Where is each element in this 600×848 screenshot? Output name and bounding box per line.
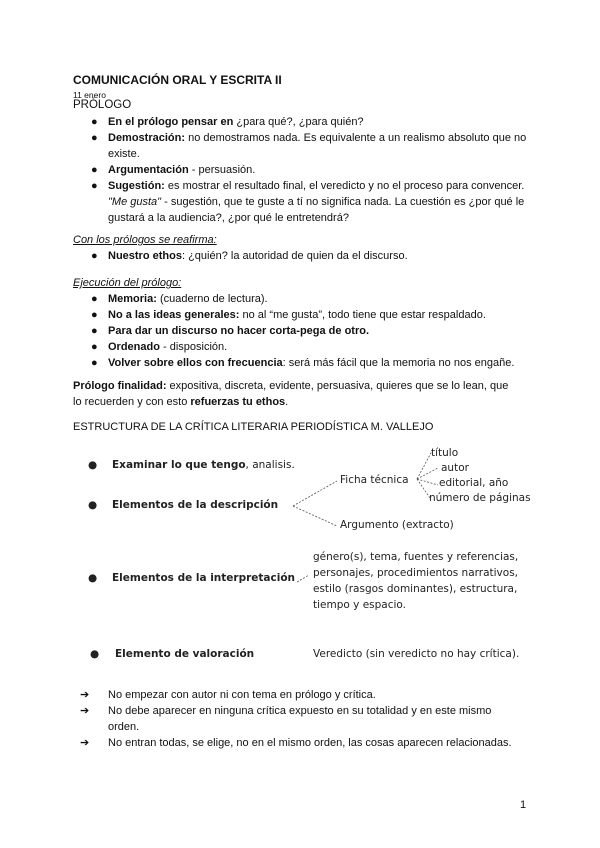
bullet-icon: ●: [88, 499, 98, 511]
item-text: - persuasión.: [188, 164, 256, 176]
list-item: ● No a las ideas generales: no al “me gusta”, todo tiene que estar respaldado.: [91, 309, 486, 321]
bullet-icon: ●: [90, 648, 100, 660]
interpretacion-line: estilo (rasgos dominantes), estructura,: [313, 583, 518, 595]
subheading-ejecucion: Ejecución del prólogo:: [73, 277, 182, 289]
list-item: ● Demostración: no demostramos nada. Es equivalente a un realismo absoluto que no existe.: [91, 132, 527, 160]
section-heading-estructura: ESTRUCTURA DE LA CRÍTICA LITERARIA PERIODÍSTICA M. VALLEJO: [73, 421, 434, 433]
page-number: 1: [520, 799, 527, 811]
ficha-item: editorial, año: [439, 477, 509, 489]
diagram-veredicto: Veredicto (sin veredicto no hay crítica).: [313, 648, 520, 660]
diagram-descripcion: Elementos de la descripción: [112, 499, 279, 511]
list-item: ● Ordenado - disposición.: [91, 341, 228, 353]
document-title: COMUNICACIÓN ORAL Y ESCRITA II: [73, 73, 282, 87]
item-italic: "Me gusta": [108, 196, 162, 208]
item-label: En el prólogo pensar en: [108, 116, 234, 128]
diagram-valoracion: Elemento de valoración: [115, 648, 255, 660]
list-item: ● Argumentación - persuasión.: [91, 164, 256, 176]
ficha-item: título: [431, 447, 459, 459]
note-text: No empezar con autor ni con tema en prólogo y crítica.: [108, 689, 376, 701]
date: 11 enero: [73, 90, 106, 100]
list-item: ● En el prólogo pensar en ¿para qué?, ¿para quién?: [91, 116, 364, 128]
section-heading-prologo: PRÓLOGO: [73, 99, 132, 111]
list-item: ● Para dar un discurso no hacer corta-pega de otro.: [91, 325, 370, 337]
finalidad-emphasis: refuerzas tu ethos: [190, 396, 286, 408]
note-item: [80, 703, 500, 735]
item-label: Volver sobre ellos con frecuencia: [108, 357, 283, 369]
diagram-argumento: Argumento (extracto): [340, 519, 454, 531]
list-item: ● Nuestro ethos: ¿quién? la autoridad de quien da el discurso.: [91, 250, 408, 262]
list-item: ● Memoria: (cuaderno de lectura).: [91, 293, 268, 305]
item-text: no demostramos nada. Es equivalente a un realismo absoluto que no existe.: [108, 132, 527, 160]
item-text: - sugestión, que te guste a tí no significa nada. La cuestión es ¿por qué le gustará a la audiencia?, ¿por qué le entretendrá?: [108, 196, 525, 224]
bullet-icon: ●: [88, 572, 98, 584]
item-text: (cuaderno de lectura).: [156, 293, 268, 305]
item-label: Sugestión:: [108, 180, 165, 192]
subheading-reafirma: Con los prólogos se reafirma:: [73, 234, 217, 246]
examinar-text: , analisis.: [245, 459, 295, 471]
bullet-icon: ●: [88, 459, 98, 471]
diagram-interpretacion: Elementos de la interpretación: [112, 572, 296, 584]
finalidad-end: .: [285, 396, 289, 408]
finalidad-text: expositiva, discreta, evidente, persuasiva, quieres que se lo lean, que lo recuerden y con esto: [73, 380, 509, 408]
interpretacion-line: género(s), tema, fuentes y referencias,: [313, 551, 519, 563]
arrow-icon: ➔: [80, 689, 90, 701]
item-text: : ¿quién? la autoridad de quien da el discurso.: [181, 250, 408, 262]
note-text: No debe aparecer en ninguna crítica expuesto en su totalidad y en este mismo orden.: [108, 705, 492, 733]
list-item: ● Sugestión: es mostrar el resultado final, el veredicto y no el proceso para convencer. "Me gusta" - sugestión, que te guste a tí no significa nada. La cuestión es ¿por qué le gustará a la audiencia?, ¿por qué le entretendrá?: [91, 180, 525, 224]
item-text: - disposición.: [159, 341, 228, 353]
interpretacion-line: tiempo y espacio.: [313, 599, 406, 611]
diagram-examinar: [112, 457, 295, 473]
item-label: No a las ideas generales:: [108, 309, 240, 321]
item-label: Memoria:: [108, 293, 157, 305]
item-label: Ordenado: [108, 341, 160, 353]
diagram-ficha-tecnica: Ficha técnica: [340, 474, 409, 486]
ficha-item: número de páginas: [429, 492, 531, 504]
item-text: : será más fácil que la memoria no nos engañe.: [282, 357, 515, 369]
note-text: No entran todas, se elige, no en el mismo orden, las cosas aparecen relacionadas.: [108, 737, 512, 749]
arrow-icon: ➔: [80, 737, 90, 749]
examinar-label: Examinar lo que tengo: [112, 459, 246, 471]
finalidad-label: Prólogo finalidad:: [73, 380, 167, 392]
ficha-item: autor: [441, 462, 469, 474]
item-label: Demostración:: [108, 132, 186, 144]
item-label: Nuestro ethos: [108, 250, 182, 262]
interpretacion-line: personajes, procedimientos narrativos,: [313, 567, 519, 579]
arrow-icon: ➔: [80, 705, 90, 717]
item-label: Argumentación: [108, 164, 189, 176]
note-item: [80, 735, 530, 751]
note-item: [80, 687, 530, 703]
item-label: Para dar un discurso no hacer corta-pega de otro.: [108, 325, 370, 337]
list-item: ● Volver sobre ellos con frecuencia: será más fácil que la memoria no nos engañe.: [91, 357, 515, 369]
item-text: ¿para qué?, ¿para quién?: [233, 116, 364, 128]
item-text: no al “me gusta”, todo tiene que estar respaldado.: [239, 309, 486, 321]
item-text: es mostrar el resultado final, el veredicto y no el proceso para convencer.: [164, 180, 525, 192]
